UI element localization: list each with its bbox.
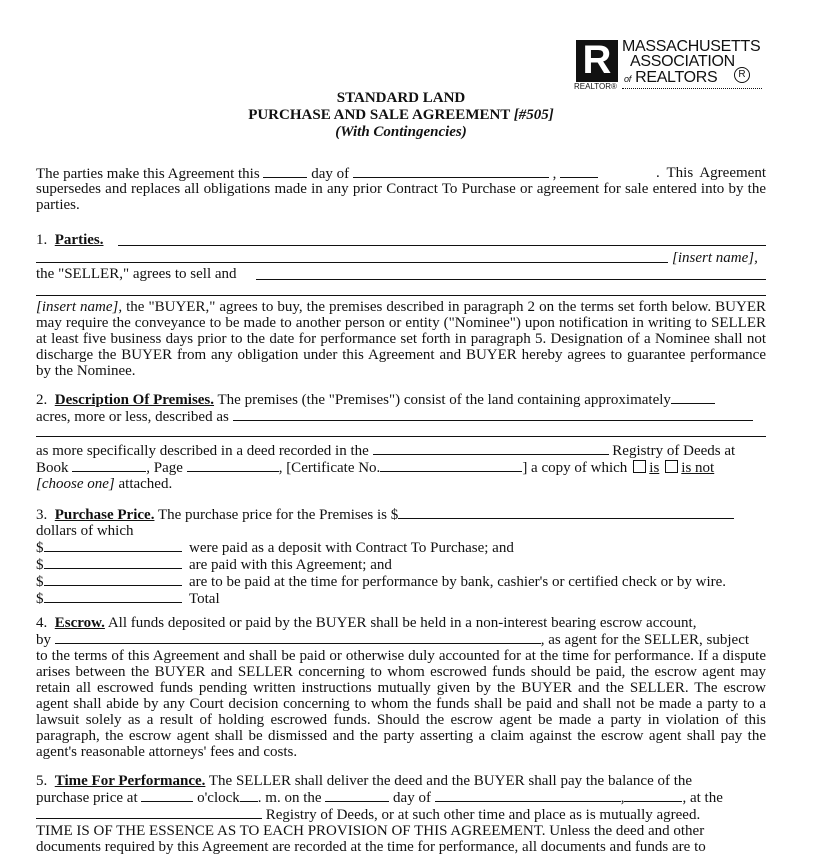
page-field[interactable] <box>187 459 279 472</box>
title-line3: (With Contingencies) <box>335 124 467 140</box>
logo-dotted-rule <box>622 88 762 89</box>
buyer-name-field-2[interactable] <box>36 295 766 296</box>
buyer-name-field[interactable] <box>256 279 766 280</box>
essence-text: TIME IS OF THE ESSENCE AS TO EACH PROVISION OF THIS AGREEMENT. Unless the deed and other <box>36 823 705 839</box>
section-1-parties: 1. Parties. <box>36 232 104 248</box>
section-5-time: 5. Time For Performance. The SELLER shall deliver the deed and the BUYER shall pay the balance of the purchase price at o'clock . m. on the day of , , at the Registry of Deeds, or at such other time and place as is mutually agreed. TIME IS OF THE ESSENCE AS TO EACH PROVISION OF THIS AGREEMENT. Unless the deed and other documents required by this Agreement are recorded at the time for performance, all documents and funds are to <box>36 773 766 855</box>
book-field[interactable] <box>72 459 146 472</box>
realtor-r-logo-icon: R <box>576 40 618 82</box>
acres-field[interactable] <box>671 391 715 404</box>
escrow-body: to the terms of this Agreement and shall be paid or otherwise duly accounted for at the time for performance. If a dispute arises between the BUYER and SELLER concerning to whom escrowed funds should be paid, the escrow agent may retain all escrowed funds pending written instructions mutually given by the BUYER and the SELLER. The escrow agent shall abide by any Court decision concerning to whom the funds shall be paid and shall not be made a party to a lawsuit solely as a result of holding escrowed funds. Should the escrow agent be made a party in violation of this paragraph, the escrow agent shall be dismissed and the party asserting a claim against the escrow agent shall pay the agent's reasonable attorneys' fees and costs. <box>36 648 766 760</box>
perf-day-field[interactable] <box>325 789 389 802</box>
described-as-field[interactable] <box>233 408 753 421</box>
balance-amount-field[interactable] <box>44 573 182 586</box>
purchase-price-field[interactable] <box>398 506 734 519</box>
price-row-4: $ Total <box>36 591 220 607</box>
is-not-checkbox[interactable] <box>665 460 678 473</box>
deed-line: as more specifically described in a deed recorded in the Registry of Deeds at Book , Page , [Certificate No. ] a copy of which is is not [choose one] attached. <box>36 443 736 492</box>
section-3-price: 3. Purchase Price. The purchase price for the Premises is $ dollars of which $ were paid as a deposit with Contract To Purchase; and $ are paid with this Agreement; and $ are to be paid at the time for performance by bank, cashier's or certified check or by wire. $ Total <box>36 506 766 607</box>
agreement-amount-field[interactable] <box>44 556 182 569</box>
perf-registry-field[interactable] <box>36 806 262 819</box>
price-row-1: $ were paid as a deposit with Contract To Purchase; and <box>36 540 514 556</box>
deposit-amount-field[interactable] <box>44 539 182 552</box>
is-checkbox[interactable] <box>633 460 646 473</box>
intro-line1: The parties make this Agreement this day of , <box>36 165 766 182</box>
escrow-agent-field[interactable] <box>55 631 541 644</box>
registry-field[interactable] <box>373 442 609 455</box>
seller-text: the "SELLER," agrees to sell and <box>36 266 237 282</box>
section-2-description: 2. Description Of Premises. The premises (the "Premises") consist of the land containing approximately acres, more or less, described as <box>36 391 766 425</box>
realtor-mark: REALTOR® <box>574 82 617 91</box>
time-field[interactable] <box>141 789 193 802</box>
intro-paragraph <box>36 165 766 213</box>
logo-line1: MASSACHUSETTS <box>622 38 761 55</box>
parties-line-1[interactable] <box>118 245 766 246</box>
am-pm-field[interactable] <box>240 789 258 802</box>
mar-logo <box>574 38 784 92</box>
perf-year-field[interactable] <box>624 789 682 802</box>
total-amount-field[interactable] <box>44 590 182 603</box>
certificate-field[interactable] <box>380 459 522 472</box>
cut-off-text: documents required by this Agreement are recorded at the time for performance, all documents and funds are to <box>36 839 706 855</box>
logo-line3: of REALTORS <box>624 69 718 86</box>
section-4-escrow: 4. Escrow. All funds deposited or paid by the BUYER shall be held in a non-interest bearing escrow account, by , as agent for the SELLER, subject to the terms of this Agreement and shall be paid or otherwise duly accounted for at the time for performance. If a dispute arises between the BUYER and SELLER concerning to whom escrowed funds should be paid, the escrow agent may retain all escrowed funds pending written instructions mutually given by the BUYER and the SELLER. The escrow agent shall abide by any Court decision concerning to whom the funds shall be paid and shall not be made a party to a lawsuit solely as a result of holding escrowed funds. Should the escrow agent be made a party in violation of this paragraph, the escrow agent shall be dismissed and the party asserting a claim against the escrow agent shall pay the agent's reasonable attorneys' fees and costs. <box>36 615 766 760</box>
price-row-3: $ are to be paid at the time for performance by bank, cashier's or certified check or by wire. <box>36 574 727 590</box>
dollars-text: dollars of which <box>36 523 134 539</box>
price-row-2: $ are paid with this Agreement; and <box>36 557 392 573</box>
registered-mark-icon: R <box>734 67 750 83</box>
title-line1: STANDARD LAND <box>336 90 466 106</box>
intro-text: . This Agreement supersedes and replaces all obligations made in any prior Contract To Purchase or agreement for sale entered into by the parties. <box>36 165 766 213</box>
section-1-body: [insert name], the "BUYER," agrees to buy, the premises described in paragraph 2 on the terms set forth below. BUYER may require the conveyance to be made to another person or entity ("Nominee") upon notification in writing to SELLER at least five business days prior to the date for performance set forth in paragraph 5. Designation of a Nominee shall not discharge the BUYER from any obligation under this Agreement and BUYER hereby agrees to guarantee performance by the Nominee. <box>36 299 766 379</box>
document-title <box>36 90 766 141</box>
seller-name-field[interactable] <box>36 262 668 263</box>
title-line2: PURCHASE AND SALE AGREEMENT [#505] <box>248 107 554 123</box>
perf-month-field[interactable] <box>435 789 621 802</box>
logo-line2: ASSOCIATION <box>630 53 735 70</box>
description-line-2[interactable] <box>36 436 766 437</box>
insert-name-1: [insert name], <box>672 250 758 266</box>
